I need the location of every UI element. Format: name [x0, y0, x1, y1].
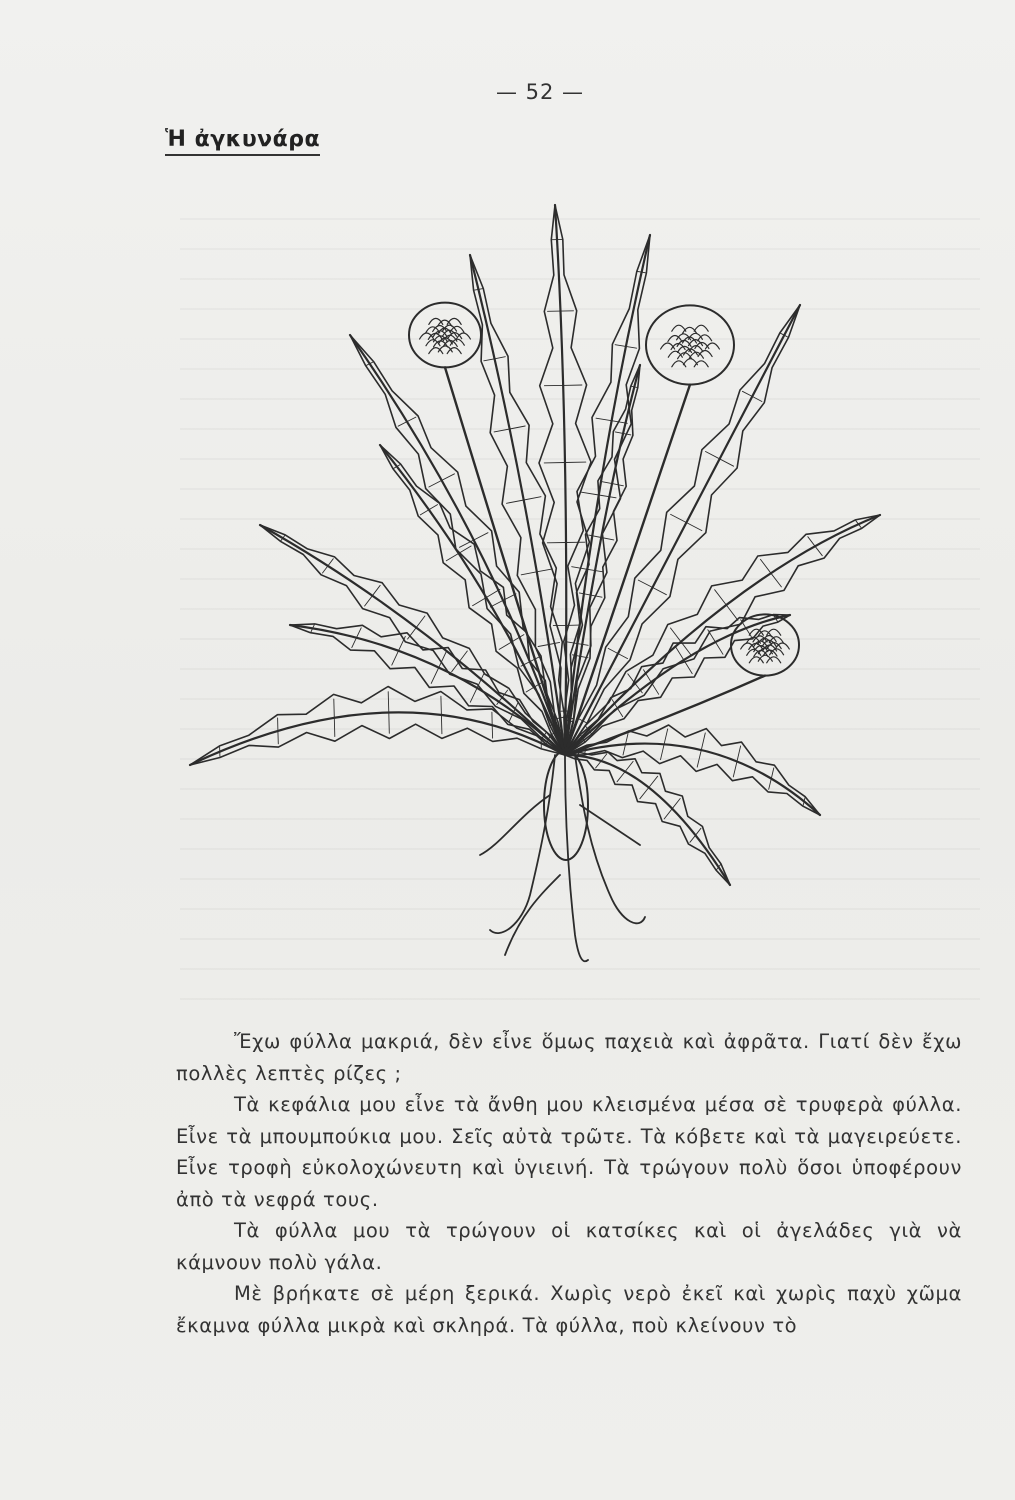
- leaf-hatching: [524, 497, 541, 500]
- leaf-hatching: [742, 391, 752, 396]
- leaf-hatching: [638, 272, 642, 273]
- artichoke-bract: [668, 351, 682, 357]
- leaf-hatching: [632, 386, 635, 387]
- leaf-hatching: [701, 733, 705, 750]
- leaf-hatching: [752, 396, 762, 401]
- leaf-hatching: [720, 459, 734, 466]
- artichoke-head: [409, 303, 481, 368]
- body-text: [176, 1026, 962, 1341]
- leaf-hatching: [601, 481, 612, 483]
- leaf-edge: [380, 445, 565, 755]
- leaf-hatching: [661, 744, 665, 759]
- artichoke-bract: [426, 340, 440, 346]
- leaf-hatching: [416, 616, 425, 628]
- leaf-hatching: [690, 835, 696, 842]
- leaf-hatching: [726, 605, 738, 620]
- leaf-hatching: [526, 687, 535, 692]
- leaf-edge: [565, 615, 790, 755]
- leaf-hatching: [626, 346, 637, 348]
- leaf-hatching: [697, 750, 701, 767]
- leaf-hatching: [581, 492, 598, 495]
- leaf-hatching: [608, 648, 618, 653]
- leaf-hatching: [429, 480, 442, 487]
- page-title: Ἡ ἀγκυνάρα: [165, 127, 320, 156]
- leaf-hatching: [484, 359, 495, 361]
- leaf-midrib: [565, 755, 730, 885]
- leaf-edge: [565, 751, 820, 815]
- leaf-hatching: [567, 642, 578, 644]
- leaf-hatching: [761, 559, 771, 573]
- leaf-hatching: [596, 761, 602, 768]
- artichoke-bract: [694, 325, 708, 331]
- leaf-hatching: [617, 772, 625, 782]
- leaf-hatching: [567, 721, 570, 722]
- leaf-hatching: [771, 573, 782, 587]
- leaf-midrib: [470, 255, 565, 755]
- artichoke-head: [731, 614, 799, 675]
- leaf-hatching: [640, 788, 649, 799]
- leaf-hatching: [407, 417, 416, 422]
- leaf-hatching: [601, 754, 607, 761]
- leaf-hatching: [499, 642, 511, 649]
- leaf-hatching: [441, 696, 442, 715]
- leaf-hatching: [664, 729, 668, 744]
- leaf-hatching: [442, 474, 455, 481]
- leaf-hatching: [420, 510, 429, 515]
- paragraph-2: Τὰ κεφάλια μου εἶνε τὰ ἄνθη μου κλεισμένα μέσα σὲ τρυφερὰ φύλλα. Εἶνε τὰ μπουμπούκια μου. Σεῖς αὐτὰ τρῶτε. Τὰ κόβετε καὶ τὰ μαγειρεύετε. Εἶνε τροφὴ εὐκολοχώνευτη καὶ ὑγιεινή. Τὰ τρώγουν πολὺ ὅσοι ὑποφέρουν ἀπὸ τὰ νεφρά τους.: [176, 1093, 962, 1211]
- leaf-hatching: [808, 537, 815, 547]
- leaf-hatching: [538, 645, 549, 647]
- leaf-hatching: [652, 587, 666, 594]
- leaf-hatching: [686, 523, 702, 531]
- leaf-hatching: [446, 553, 458, 560]
- leaf-hatching: [815, 546, 822, 556]
- artichoke-plant-drawing: [170, 195, 960, 975]
- leaf-hatching: [671, 514, 687, 522]
- leaf-hatching: [460, 540, 474, 547]
- artichoke-bract: [683, 327, 697, 333]
- root-line: [565, 755, 588, 961]
- leaf-hatching: [649, 776, 658, 787]
- leaf-hatching: [460, 651, 468, 661]
- leaf-hatching: [431, 668, 439, 684]
- leaf-hatching: [696, 828, 702, 835]
- leaf-edge: [470, 255, 565, 755]
- leaf-hatching: [651, 682, 659, 694]
- artichoke-bract: [683, 359, 697, 365]
- leaf-hatching: [357, 628, 362, 638]
- leaf-midrib: [565, 744, 820, 815]
- artichoke-bract: [688, 333, 702, 339]
- leaf-hatching: [352, 638, 357, 648]
- leaf-hatching: [334, 699, 335, 718]
- leaf-edge: [470, 255, 565, 755]
- leaf-edge: [190, 687, 565, 766]
- leaf-hatching: [510, 426, 526, 429]
- artichoke-bract: [741, 643, 755, 649]
- leaf-hatching: [389, 713, 390, 734]
- paragraph-1: Ἔχω φύλλα μακριά, δὲν εἶνε ὅμως παχειὰ καὶ ἀφρᾶτα. Γιατί δὲν ἔχω πολλὲς λεπτὲς ρίζες ;: [176, 1030, 962, 1085]
- leaf-hatching: [626, 734, 629, 745]
- leaf-hatching: [494, 429, 510, 432]
- leaf-hatching: [771, 768, 774, 779]
- root-line: [580, 805, 640, 845]
- leaf-hatching: [733, 761, 737, 777]
- leaf-hatching: [715, 642, 723, 654]
- leaf-hatching: [599, 495, 616, 498]
- leaf-hatching: [441, 715, 442, 734]
- leaf-hatching: [473, 598, 487, 606]
- leaf-hatching: [537, 569, 553, 572]
- leaf-hatching: [398, 422, 407, 427]
- leaf-hatching: [625, 761, 633, 771]
- leaf-hatching: [323, 566, 328, 573]
- paragraph-3: Τὰ φύλλα μου τὰ τρώγουν οἱ κατσίκες καὶ οἱ ἀγελάδες γιὰ νὰ κάμνουν πολὺ γάλα.: [176, 1219, 962, 1274]
- leaf-hatching: [589, 535, 602, 537]
- leaf-hatching: [618, 654, 628, 659]
- paragraph-4: Μὲ βρήκατε σὲ μέρη ξερικά. Χωρὶς νερὸ ἐκεῖ καὶ χωρὶς παχὺ χῶμα ἔκαμνα φύλλα μικρὰ καὶ σκληρά. Τὰ φύλλα, ποὺ κλείνουν τὸ: [176, 1282, 962, 1337]
- leaf-hatching: [486, 589, 500, 597]
- leaf-hatching: [429, 505, 438, 510]
- leaf-hatching: [623, 744, 626, 755]
- leaf-hatching: [708, 630, 716, 642]
- leaf-hatching: [706, 452, 720, 459]
- leaf-hatching: [474, 533, 488, 540]
- leaf-hatching: [470, 688, 477, 702]
- page-number: — 52 —: [495, 80, 585, 104]
- leaf-hatching: [684, 660, 692, 674]
- leaf-hatching: [672, 799, 680, 809]
- leaf-hatching: [372, 585, 380, 595]
- leaf-hatching: [617, 708, 622, 716]
- leaf-hatching: [452, 661, 460, 671]
- leaf-hatching: [675, 646, 684, 660]
- leaf-hatching: [615, 432, 623, 434]
- leaf-hatching: [399, 636, 406, 650]
- leaf-hatching: [392, 651, 399, 665]
- leaf-hatching: [388, 692, 389, 713]
- leaf-edge: [380, 445, 565, 755]
- leaf-hatching: [334, 718, 335, 737]
- leaf-edge: [565, 615, 790, 755]
- root-line: [480, 795, 550, 855]
- leaf-hatching: [507, 500, 524, 503]
- leaf-midrib: [565, 305, 800, 755]
- artichoke-bract: [767, 657, 781, 663]
- leaf-hatching: [664, 809, 672, 819]
- artichoke-bract: [672, 325, 686, 331]
- leaf-hatching: [521, 572, 537, 575]
- leaf-hatching: [328, 559, 333, 566]
- artichoke-bract: [758, 655, 772, 661]
- leaf-hatching: [737, 746, 741, 761]
- leaf-edge: [565, 755, 730, 885]
- leaf-hatching: [769, 779, 772, 790]
- leaf-midrib: [565, 615, 790, 755]
- leaf-edge: [565, 752, 730, 885]
- leaf-hatching: [495, 357, 506, 359]
- leaf-hatching: [671, 628, 681, 642]
- leaf-hatching: [596, 418, 612, 421]
- leaf-hatching: [638, 580, 652, 587]
- leaf-hatching: [615, 345, 626, 347]
- leaf-hatching: [715, 590, 727, 605]
- leaf-midrib: [380, 445, 565, 755]
- leaf-hatching: [365, 596, 373, 606]
